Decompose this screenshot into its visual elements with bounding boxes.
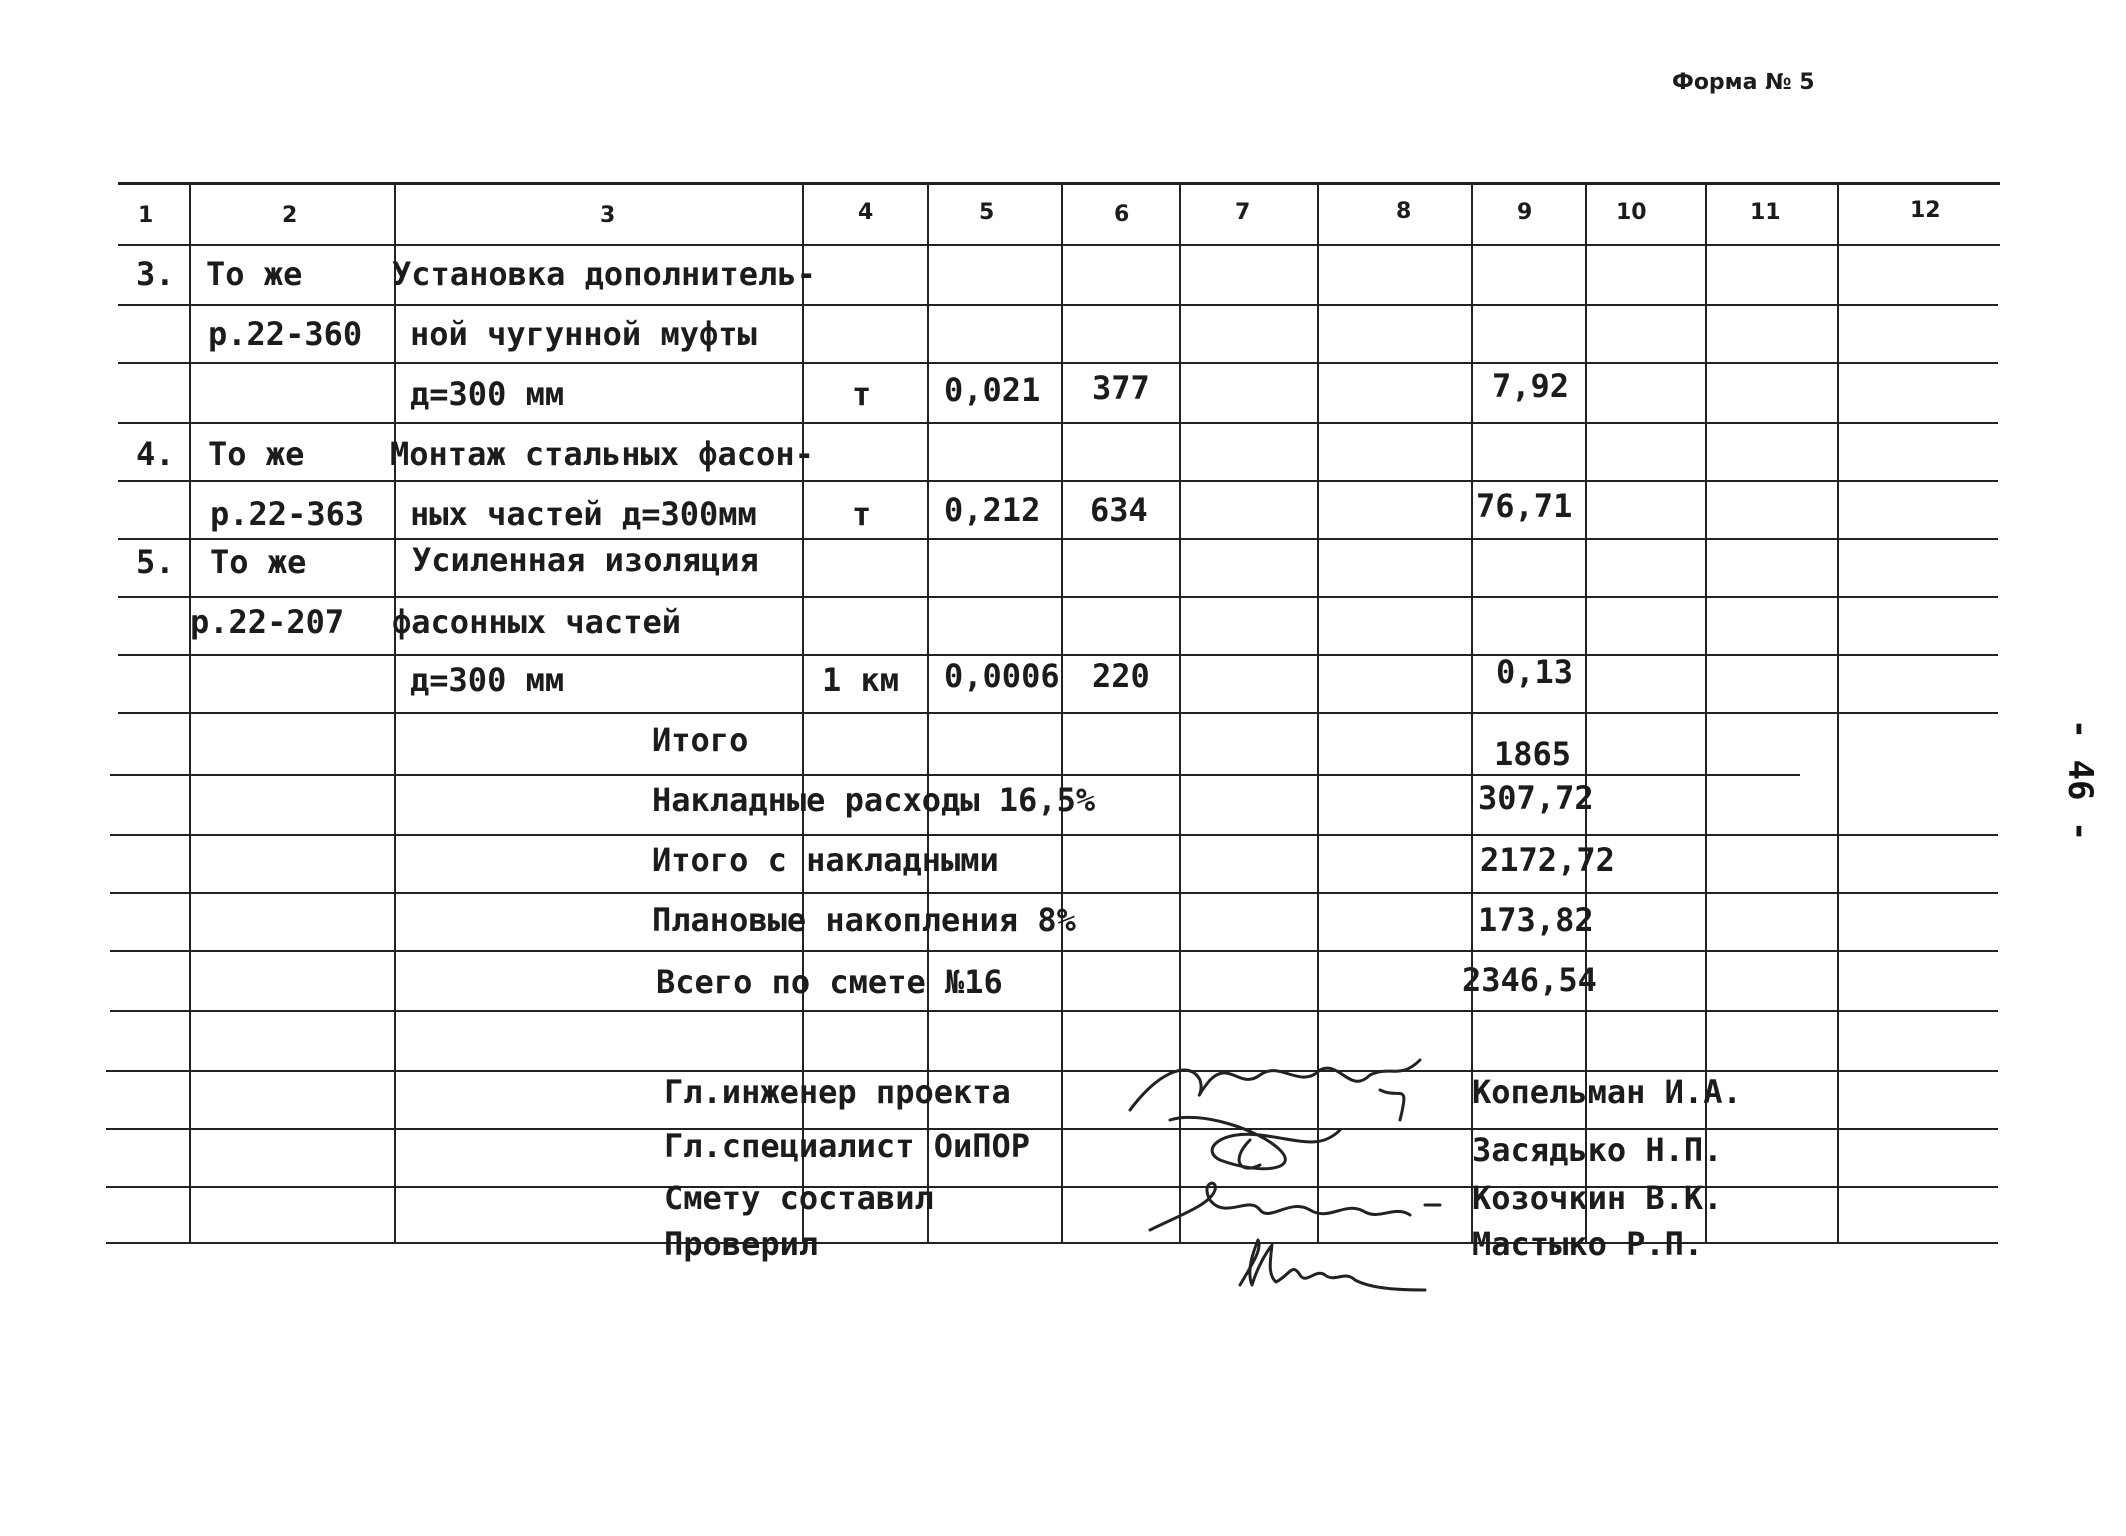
item-description: Установка дополнитель- [392, 255, 816, 293]
page-number-text: - 46 - [2060, 718, 2100, 842]
col-header: 5 [979, 200, 995, 225]
col-header: 8 [1396, 199, 1412, 224]
item-price: 634 [1090, 491, 1148, 529]
item-price: 377 [1092, 369, 1150, 407]
summary-value: 173,82 [1478, 901, 1594, 939]
item-description: д=300 мм [410, 661, 565, 699]
item-quantity: 0,0006 [944, 657, 1060, 695]
col-header: 7 [1235, 200, 1251, 225]
signature-name: Мастыко Р.П. [1472, 1225, 1704, 1263]
signature-specialist [1170, 1117, 1340, 1168]
item-reference: То же [210, 543, 307, 581]
signature-role: Смету составил [664, 1179, 934, 1217]
signature-role: Гл.специалист ОиПОР [664, 1127, 1031, 1165]
item-unit: т [852, 495, 872, 533]
item-reference: То же [208, 435, 305, 473]
item-unit: т [852, 375, 872, 413]
col-header: 1 [138, 203, 154, 228]
item-number: 3. [136, 255, 175, 293]
item-total: 7,92 [1492, 367, 1570, 405]
item-total: 0,13 [1496, 653, 1574, 691]
item-description: фасонных частей [392, 603, 681, 641]
summary-label: Итого с накладными [652, 841, 999, 879]
item-number: 4. [136, 435, 175, 473]
col-header: 9 [1517, 200, 1533, 225]
summary-value: 307,72 [1478, 779, 1594, 817]
item-description: д=300 мм [410, 375, 565, 413]
summary-value: 2172,72 [1480, 841, 1615, 879]
col-header: 10 [1616, 200, 1647, 225]
signature-role: Гл.инженер проекта [664, 1073, 1011, 1111]
summary-value: 2346,54 [1462, 961, 1597, 999]
item-quantity: 0,212 [944, 491, 1041, 529]
signature-compiler [1150, 1183, 1440, 1230]
item-unit: 1 км [822, 661, 900, 699]
summary-label: Всего по смете №16 [656, 963, 1003, 1001]
col-header: 2 [282, 203, 298, 228]
item-description: Монтаж стальных фасон- [390, 435, 814, 473]
item-description: Усиленная изоляция [412, 541, 759, 579]
col-header: 4 [858, 200, 874, 225]
signature-name: Засядько Н.П. [1472, 1131, 1723, 1169]
signature-name: Козочкин В.К. [1472, 1179, 1723, 1217]
col-header: 12 [1910, 198, 1941, 223]
item-total: 76,71 [1476, 487, 1573, 525]
signature-chief-engineer [1130, 1060, 1420, 1120]
form-label: Форма № 5 [1672, 70, 1815, 95]
summary-value: 1865 [1494, 735, 1572, 773]
summary-label: Итого [652, 721, 749, 759]
signature-name: Копельман И.А. [1472, 1073, 1742, 1111]
item-number: 5. [136, 543, 175, 581]
item-reference: р.22-207 [190, 603, 345, 641]
item-quantity: 0,021 [944, 371, 1041, 409]
item-reference: р.22-360 [208, 315, 363, 353]
summary-label: Накладные расходы 16,5% [652, 781, 1096, 819]
col-header: 11 [1750, 200, 1781, 225]
signature-reviewer [1240, 1240, 1425, 1290]
col-header: 6 [1114, 202, 1130, 227]
summary-label: Плановые накопления 8% [652, 901, 1076, 939]
col-header: 3 [600, 203, 616, 228]
item-description: ных частей д=300мм [410, 495, 757, 533]
signature-role: Проверил [664, 1225, 819, 1263]
item-reference: То же [206, 255, 303, 293]
item-description: ной чугунной муфты [410, 315, 757, 353]
item-price: 220 [1092, 657, 1150, 695]
item-reference: р.22-363 [210, 495, 365, 533]
